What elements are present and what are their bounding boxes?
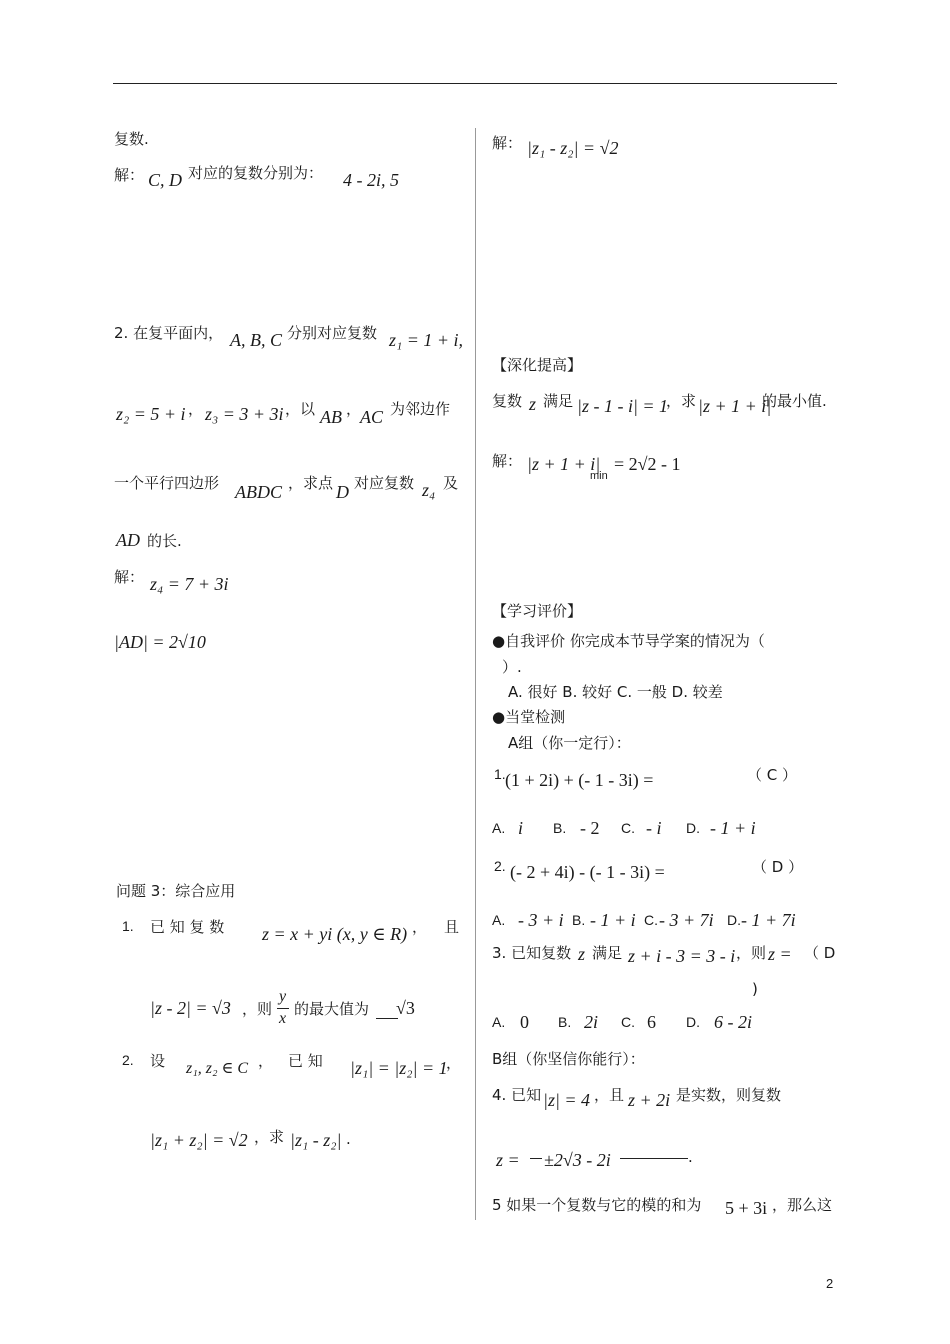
math-expr: |z₁ - z₂| — [290, 1130, 342, 1150]
math-expr: A, B, C — [230, 330, 282, 350]
question-text: 5 如果一个复数与它的模的和为 — [492, 1196, 702, 1214]
option-value: 2i — [584, 1012, 599, 1032]
math-expr: |z - 2| = √3 — [150, 998, 231, 1018]
math-expr: z — [529, 394, 537, 414]
question-text: 的最大值为 — [294, 1000, 370, 1018]
option-value: 6 - 2i — [714, 1012, 752, 1032]
item-number: 1. — [122, 918, 134, 934]
question-text: 3. 已知复数 — [492, 944, 572, 962]
option-value: - 3 + i — [518, 910, 564, 930]
question-text: 满足 — [592, 944, 623, 962]
question-text: 4. 已知 — [492, 1086, 542, 1104]
question-text: 为邻边作 — [390, 400, 451, 418]
option-label: B. — [572, 912, 586, 928]
question-text: ，则 — [242, 1000, 273, 1018]
math-expr: |z₁ + z₂| = √2 — [150, 1130, 248, 1150]
punct: ， — [446, 1054, 462, 1072]
choice-answer: ) — [752, 980, 758, 998]
self-eval-options: A. 很好 B. 较好 C. 一般 D. 较差 — [508, 683, 723, 701]
punct: ， — [258, 1052, 274, 1070]
option-value: - i — [646, 818, 662, 838]
math-expr: |z + 1 + i| — [527, 454, 601, 474]
question-text: ，则 — [736, 944, 767, 962]
math-expr: z — [578, 944, 586, 964]
item-number: 2. — [494, 858, 506, 874]
section-title: 【深化提高】 — [492, 356, 583, 374]
answer-label: 解： — [492, 452, 523, 470]
math-expr: z₄ — [422, 480, 436, 500]
answer-value: ±2√3 - 2i — [544, 1150, 611, 1170]
answer-blank — [530, 1158, 542, 1159]
math-expr: z₃ = 3 + 3i — [205, 404, 284, 424]
question-text: 已 知 复 数 — [150, 918, 225, 936]
answer-value: √3 — [396, 998, 415, 1018]
group-title: A组（你一定行）： — [508, 734, 631, 752]
math-expr: |z| = 4 — [543, 1090, 591, 1110]
question-text: 设 — [150, 1052, 166, 1070]
section-title: 【学习评价】 — [492, 602, 583, 620]
option-value: - 2 — [580, 818, 600, 838]
fraction-denominator: x — [279, 1010, 287, 1027]
option-label: B. — [553, 820, 567, 836]
math-expr: z + 2i — [628, 1090, 671, 1110]
math-expr: z = — [768, 944, 792, 964]
question-text: 对应复数 — [354, 474, 415, 492]
header-rule — [113, 83, 837, 84]
question-text: ，以 — [285, 400, 316, 418]
punct: ， — [412, 918, 428, 936]
option-label: A. — [492, 912, 506, 928]
question-text: 2. 在复平面内， — [114, 324, 224, 342]
math-expr: |AD| = 2√10 — [114, 632, 206, 652]
answer-blank — [620, 1158, 688, 1159]
math-expr: z = x + yi (x, y ∈ R) — [262, 924, 408, 944]
answer-blank — [376, 1018, 398, 1019]
math-expr: 5 + 3i — [725, 1198, 768, 1218]
punct: . — [346, 1130, 351, 1148]
question-text: 复数 — [492, 392, 523, 410]
text-line: 对应的复数分别为： — [188, 164, 324, 182]
math-expr: z = — [496, 1150, 520, 1170]
punct: . — [688, 1148, 693, 1166]
fraction-bar — [277, 1008, 289, 1009]
option-value: i — [518, 818, 524, 838]
option-label: C. — [621, 1014, 635, 1030]
option-label: B. — [558, 1014, 572, 1030]
punct: ， — [188, 400, 204, 418]
answer-label: 解： — [114, 166, 145, 184]
question-text: ，求 — [254, 1128, 285, 1146]
question-text: 且 — [444, 918, 460, 936]
section-subtitle: ●当堂检测 — [492, 708, 566, 726]
page-number: 2 — [826, 1276, 834, 1291]
option-label: A. — [492, 820, 506, 836]
question-text: 的最小值. — [762, 392, 827, 410]
punct: ， — [346, 400, 362, 418]
option-label: D. — [686, 820, 700, 836]
option-label: D. — [727, 912, 741, 928]
math-expr: AC — [360, 407, 384, 427]
option-value: - 3 + 7i — [659, 910, 714, 930]
self-eval-text: ●自我评价 你完成本节导学案的情况为（ — [492, 632, 765, 650]
math-expr: z₂ = 5 + i — [116, 404, 186, 424]
math-expr: = 2√2 - 1 — [614, 454, 681, 474]
option-value: - 1 + i — [710, 818, 756, 838]
choice-answer: （ D ） — [752, 858, 804, 876]
option-label: C. — [644, 912, 658, 928]
math-expr: z + i - 3 = 3 - i — [628, 946, 736, 966]
question-text: 一个平行四边形 — [114, 474, 220, 492]
option-value: - 1 + i — [590, 910, 636, 930]
math-expr: 4 - 2i, 5 — [343, 170, 399, 190]
group-title: B组（你坚信你能行）： — [492, 1050, 645, 1068]
option-label: C. — [621, 820, 635, 836]
option-value: 0 — [520, 1012, 529, 1032]
section-title: 问题 3：综合应用 — [116, 882, 236, 900]
option-value: 6 — [647, 1012, 656, 1032]
option-label: A. — [492, 1014, 506, 1030]
math-expr: z₁ = 1 + i, — [389, 330, 464, 350]
math-expr: |z₁ - z₂| = √2 — [527, 138, 619, 158]
self-eval-text: ）. — [502, 658, 522, 676]
math-expr: |z + 1 + i| — [698, 396, 772, 416]
question-text: ，那么这 — [772, 1196, 833, 1214]
question-text: ，求 — [666, 392, 697, 410]
math-expr: ABDC — [235, 482, 282, 502]
column-divider — [475, 128, 476, 1220]
choice-answer: （ D — [804, 944, 836, 962]
question-text: ，求点 — [288, 474, 334, 492]
answer-label: 解： — [114, 568, 145, 586]
fraction-numerator: y — [279, 988, 287, 1005]
question-text: 及 — [443, 474, 459, 492]
answer-label: 解： — [492, 134, 523, 152]
choice-answer: （ C ） — [747, 766, 798, 784]
math-subscript: min — [590, 470, 608, 482]
option-label: D. — [686, 1014, 700, 1030]
question-text: 满足 — [543, 392, 574, 410]
math-expr: z₄ = 7 + 3i — [150, 574, 229, 594]
math-expr: z₁, z₂ ∈ C — [186, 1060, 249, 1077]
item-number: 2. — [122, 1052, 134, 1068]
math-expr: AB — [320, 407, 342, 427]
item-number: 1. — [494, 766, 506, 782]
text-line: 复数. — [114, 130, 149, 148]
math-expr: AD — [116, 530, 140, 550]
math-expr: |z₁| = |z₂| = 1 — [350, 1058, 448, 1078]
math-expr: D — [336, 482, 349, 502]
math-expr: C, D — [148, 170, 183, 190]
math-expr: (- 2 + 4i) - (- 1 - 3i) = — [510, 862, 665, 882]
question-text: 的长. — [147, 532, 182, 550]
math-expr: (1 + 2i) + (- 1 - 3i) = — [505, 770, 654, 790]
question-text: 已 知 — [288, 1052, 323, 1070]
question-text: 分别对应复数 — [287, 324, 378, 342]
question-text: 是实数，则复数 — [676, 1086, 782, 1104]
option-value: - 1 + 7i — [741, 910, 796, 930]
math-expr: |z - 1 - i| = 1 — [577, 396, 669, 416]
question-text: ，且 — [594, 1086, 625, 1104]
